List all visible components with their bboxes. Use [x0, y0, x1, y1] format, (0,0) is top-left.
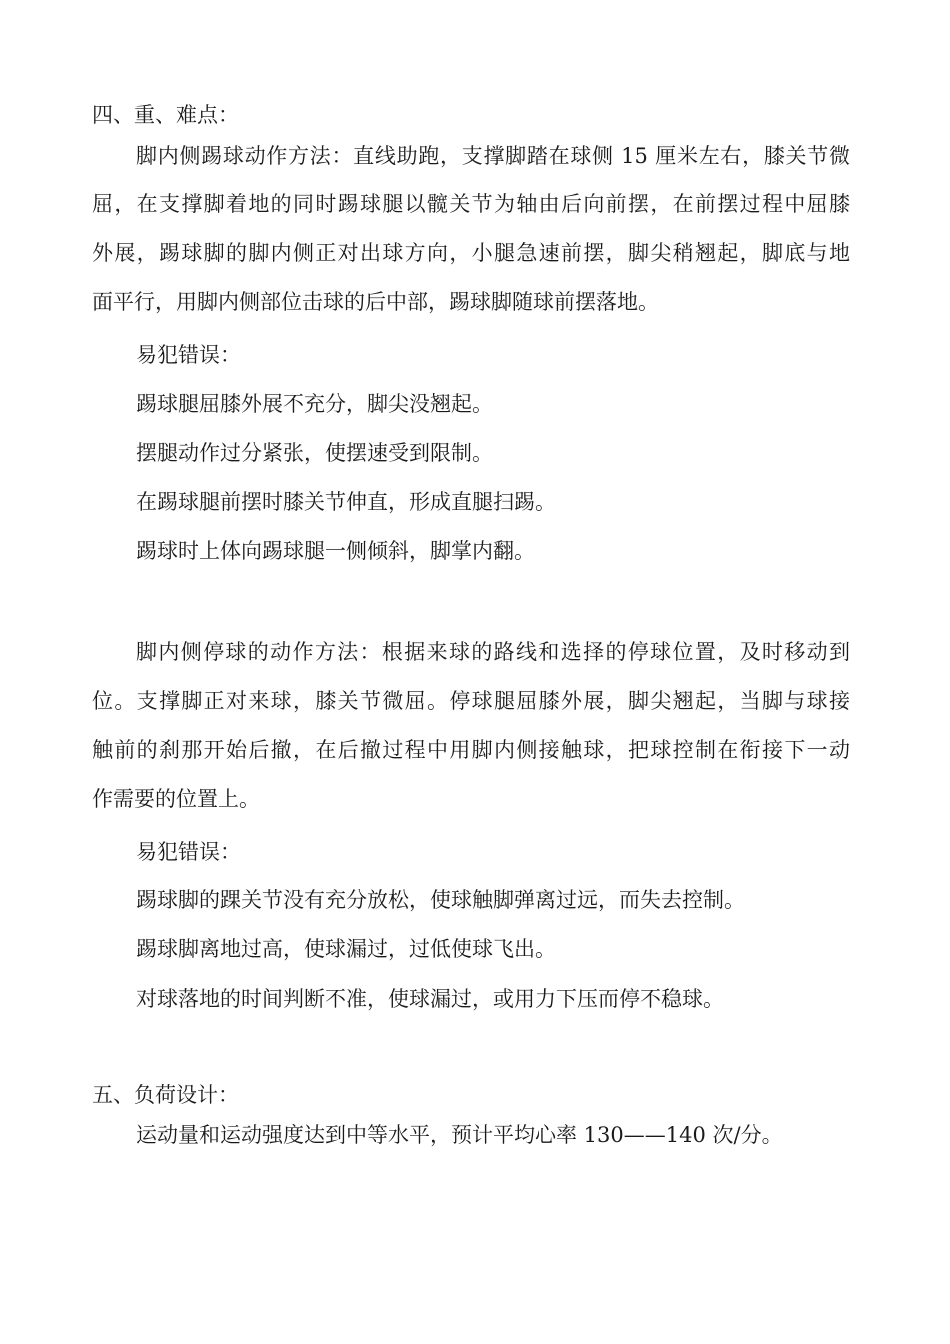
- kick-method-line: 面平行，用脚内侧部位击球的后中部，踢球脚随球前摆落地。: [92, 290, 659, 314]
- kick-method-line: 屈，在支撑脚着地的同时踢球腿以髋关节为轴由后向前摆，在前摆过程中屈膝: [92, 192, 850, 216]
- stop-method-line: 触前的刹那开始后撤，在后撤过程中用脚内侧接触球，把球控制在衔接下一动: [92, 738, 850, 762]
- stop-errors-heading: 易犯错误：: [136, 840, 241, 864]
- kick-error-item: 踢球腿屈膝外展不充分，脚尖没翘起。: [136, 392, 493, 416]
- kick-error-item: 踢球时上体向踢球腿一侧倾斜，脚掌内翻。: [136, 539, 535, 563]
- section-heading-load-design: 五、负荷设计：: [92, 1083, 239, 1107]
- stop-method-line: 作需要的位置上。: [92, 787, 260, 811]
- stop-error-item: 对球落地的时间判断不准，使球漏过，或用力下压而停不稳球。: [136, 987, 724, 1011]
- stop-error-item: 踢球脚的踝关节没有充分放松，使球触脚弹离过远，而失去控制。: [136, 888, 745, 912]
- kick-method-line: 外展，踢球脚的脚内侧正对出球方向，小腿急速前摆，脚尖稍翘起，脚底与地: [92, 241, 850, 265]
- stop-method-line: 位。支撑脚正对来球，膝关节微屈。停球腿屈膝外展，脚尖翘起，当脚与球接: [92, 689, 850, 713]
- kick-method-line: 脚内侧踢球动作方法：直线助跑，支撑脚踏在球侧 15 厘米左右，膝关节微: [136, 144, 850, 168]
- kick-error-item: 在踢球腿前摆时膝关节伸直，形成直腿扫踢。: [136, 490, 556, 514]
- load-design-text: 运动量和运动强度达到中等水平，预计平均心率 130——140 次/分。: [136, 1123, 783, 1147]
- kick-error-item: 摆腿动作过分紧张，使摆速受到限制。: [136, 441, 493, 465]
- kick-errors-heading: 易犯错误：: [136, 343, 241, 367]
- stop-method-line: 脚内侧停球的动作方法：根据来球的路线和选择的停球位置，及时移动到: [136, 640, 850, 664]
- stop-error-item: 踢球脚离地过高，使球漏过，过低使球飞出。: [136, 937, 556, 961]
- section-heading-key-points: 四、重、难点：: [92, 103, 239, 127]
